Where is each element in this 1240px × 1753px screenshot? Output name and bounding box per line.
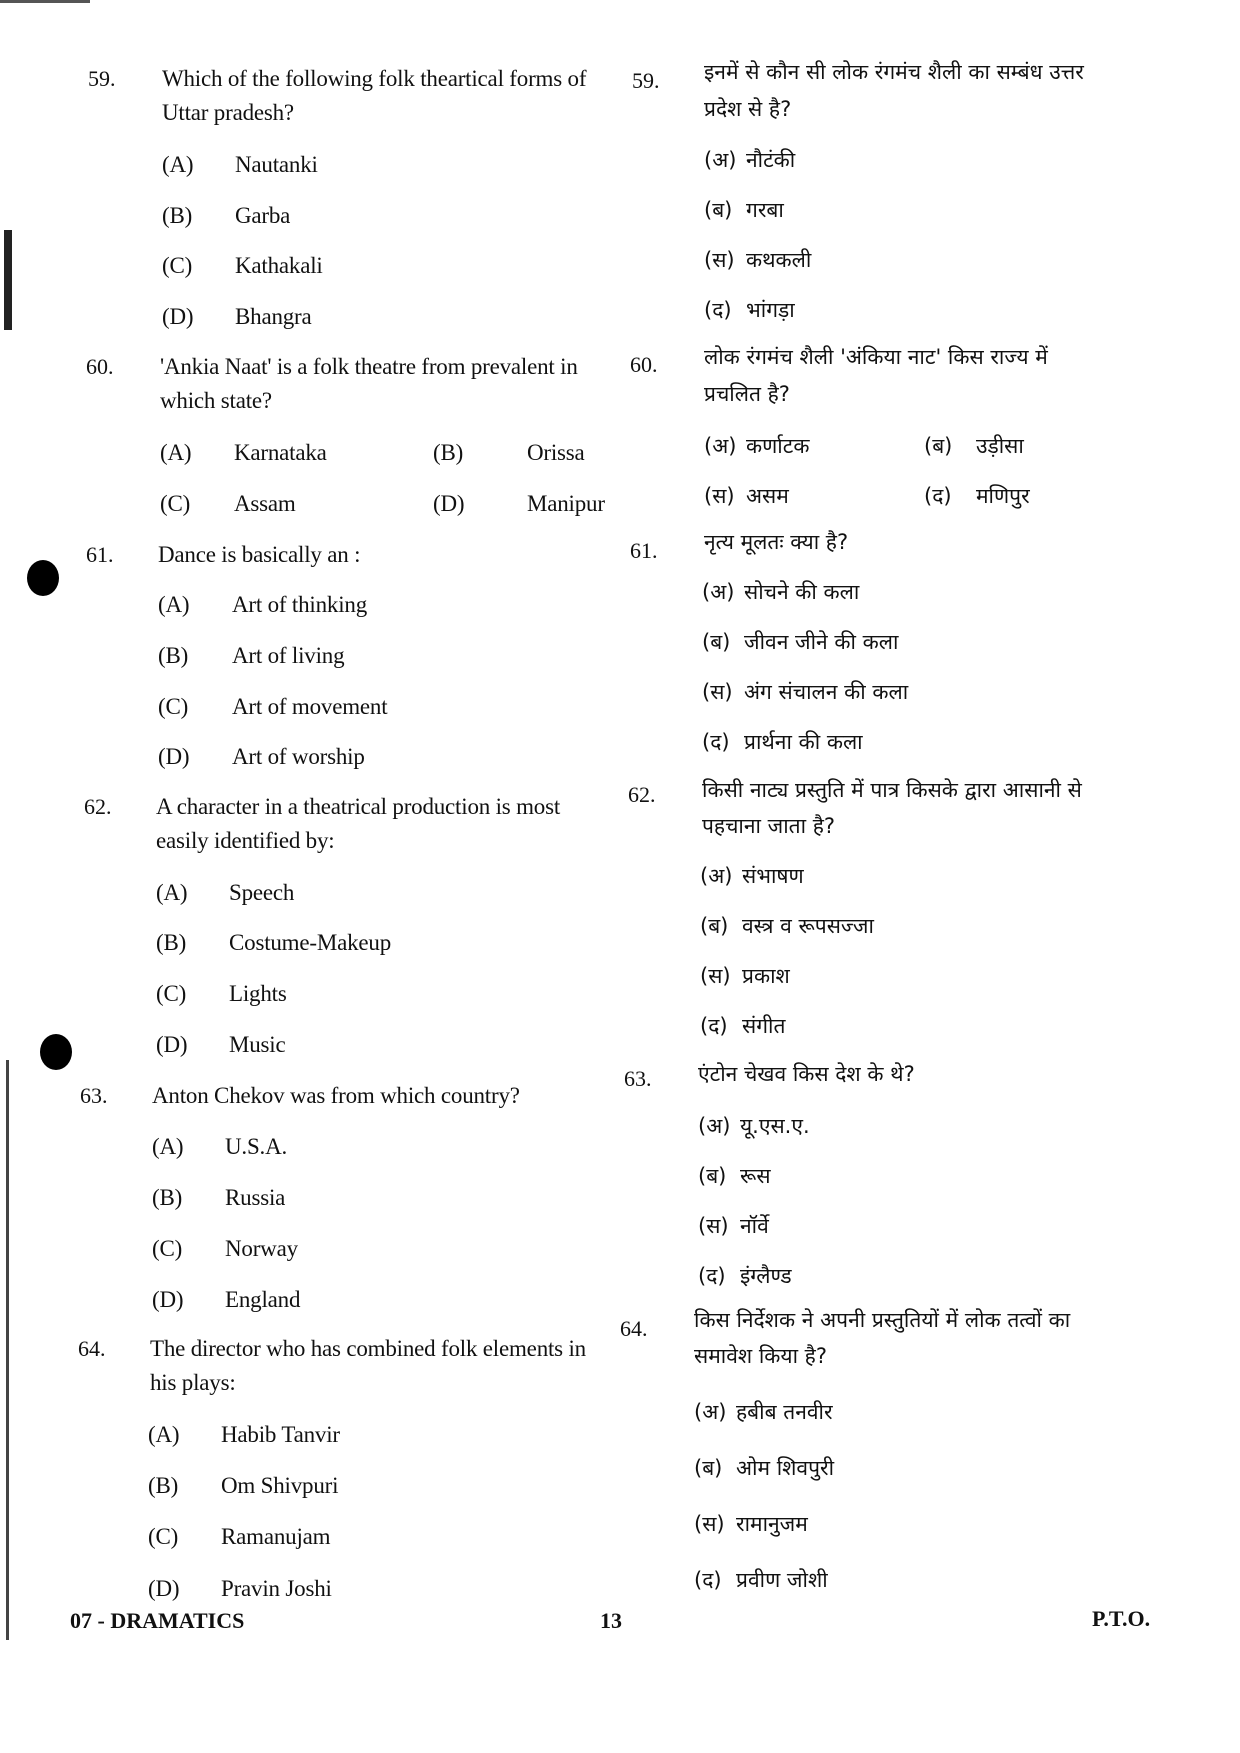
option-text: Russia <box>225 1185 286 1210</box>
punch-hole-dot <box>27 560 59 596</box>
option-text: नौटंकी <box>746 148 796 172</box>
option-label: (ब) <box>694 1456 723 1480</box>
question-text: समावेश किया है? <box>694 1344 827 1368</box>
option-label: (B) <box>152 1185 183 1210</box>
option-text: Kathakali <box>235 253 323 278</box>
option-text: England <box>225 1287 301 1312</box>
option-label: (C) <box>156 981 187 1006</box>
option-label: (D) <box>162 304 194 329</box>
option-text: अंग संचालन की कला <box>744 680 909 704</box>
question-text: एंटोन चेखव किस देश के थे? <box>698 1062 915 1086</box>
page-number: 13 <box>600 1608 622 1633</box>
option-label: (B) <box>148 1473 179 1498</box>
option-text: Norway <box>225 1236 298 1261</box>
option-label: (C) <box>152 1236 183 1261</box>
option-label: (B) <box>162 203 193 228</box>
option-text: प्रकाश <box>742 964 790 988</box>
option-label: (द) <box>704 298 732 322</box>
option-label: (स) <box>698 1214 729 1238</box>
option-text: संभाषण <box>742 864 804 888</box>
question-number: 61. <box>630 538 658 563</box>
option-text: Karnataka <box>234 440 327 465</box>
question-text: किस निर्देशक ने अपनी प्रस्तुतियों में लोक तत्वों का <box>694 1308 1071 1332</box>
option-label: (D) <box>156 1032 188 1057</box>
question-text: which state? <box>160 388 272 413</box>
question-text: प्रचलित है? <box>704 382 790 406</box>
option-text: मणिपुर <box>976 484 1030 508</box>
option-text: Art of thinking <box>232 592 367 617</box>
option-label: (स) <box>700 964 731 988</box>
question-text: his plays: <box>150 1370 236 1395</box>
option-label: (ब) <box>698 1164 727 1188</box>
question-number: 61. <box>86 542 114 567</box>
question-text: 'Ankia Naat' is a folk theatre from prevalent in <box>160 354 578 379</box>
option-label: (B) <box>433 440 464 465</box>
option-label: (D) <box>158 744 190 769</box>
option-label: (B) <box>158 643 189 668</box>
option-text: Art of movement <box>232 694 388 719</box>
option-text: Assam <box>234 491 296 516</box>
option-text: उड़ीसा <box>976 434 1024 458</box>
option-label: (ब) <box>924 434 953 458</box>
option-text: Speech <box>229 880 295 905</box>
option-label: (स) <box>704 484 735 508</box>
question-number: 62. <box>84 794 112 819</box>
option-text: रूस <box>740 1164 771 1188</box>
option-label: (द) <box>700 1014 728 1038</box>
question-number: 59. <box>88 66 116 91</box>
question-number: 63. <box>80 1083 108 1108</box>
option-label: (A) <box>152 1134 184 1159</box>
question-number: 62. <box>628 782 656 807</box>
option-label: (स) <box>694 1512 725 1536</box>
option-label: (अ) <box>700 864 733 888</box>
option-text: ओम शिवपुरी <box>736 1456 835 1480</box>
option-text: सोचने की कला <box>744 580 860 604</box>
question-text: A character in a theatrical production is most <box>156 794 561 819</box>
option-text: U.S.A. <box>225 1134 288 1159</box>
option-label: (अ) <box>694 1400 727 1424</box>
option-text: नॉर्वे <box>740 1214 769 1238</box>
option-label: (द) <box>702 730 730 754</box>
punch-hole-dot <box>40 1034 72 1070</box>
option-text: संगीत <box>742 1014 786 1038</box>
option-text: प्रवीण जोशी <box>736 1568 828 1592</box>
option-label: (D) <box>152 1287 184 1312</box>
option-text: प्रार्थना की कला <box>744 730 863 754</box>
question-text: Uttar pradesh? <box>162 100 294 125</box>
option-text: इंग्लैण्ड <box>740 1264 792 1288</box>
option-label: (A) <box>158 592 190 617</box>
option-label: (ब) <box>700 914 729 938</box>
option-text: वस्त्र व रूपसज्जा <box>742 914 874 938</box>
question-text: The director who has combined folk elements in <box>150 1336 586 1361</box>
subject-code: 07 - DRAMATICS <box>70 1608 245 1633</box>
question-text: प्रदेश से है? <box>704 97 792 121</box>
option-text: Pravin Joshi <box>221 1576 332 1601</box>
option-label: (C) <box>162 253 193 278</box>
question-number: 64. <box>620 1316 648 1341</box>
question-text: Dance is basically an : <box>158 542 361 567</box>
option-label: (ब) <box>704 198 733 222</box>
option-label: (द) <box>698 1264 726 1288</box>
option-text: Bhangra <box>235 304 312 329</box>
scan-top-mark <box>0 0 90 3</box>
question-text: Which of the following folk theartical forms of <box>162 66 587 91</box>
question-text: किसी नाट्य प्रस्तुति में पात्र किसके द्वारा आसानी से <box>702 778 1082 802</box>
option-text: भांगड़ा <box>746 298 795 322</box>
pto-label: P.T.O. <box>1092 1606 1151 1631</box>
option-label: (अ) <box>704 434 737 458</box>
option-text: Art of living <box>232 643 345 668</box>
option-label: (अ) <box>702 580 735 604</box>
option-label: (अ) <box>698 1114 731 1138</box>
option-label: (A) <box>162 152 194 177</box>
question-text: easily identified by: <box>156 828 335 853</box>
option-text: Nautanki <box>235 152 318 177</box>
question-text: लोक रंगमंच शैली 'अंकिया नाट' किस राज्य में <box>704 345 1048 369</box>
option-label: (C) <box>160 491 191 516</box>
option-text: Art of worship <box>232 744 365 769</box>
option-label: (C) <box>158 694 189 719</box>
question-text: Anton Chekov was from which country? <box>152 1083 520 1108</box>
option-text: कर्णाटक <box>746 434 810 458</box>
option-label: (स) <box>702 680 733 704</box>
option-label: (B) <box>156 930 187 955</box>
option-text: Habib Tanvir <box>221 1422 340 1447</box>
option-text: Costume-Makeup <box>229 930 392 955</box>
option-text: Om Shivpuri <box>221 1473 339 1498</box>
option-text: रामानुजम <box>736 1512 808 1536</box>
option-label: (द) <box>924 484 952 508</box>
question-number: 63. <box>624 1066 652 1091</box>
option-label: (स) <box>704 248 735 272</box>
question-number: 60. <box>86 354 114 379</box>
question-number: 64. <box>78 1336 106 1361</box>
option-label: (A) <box>160 440 192 465</box>
option-text: असम <box>746 484 789 508</box>
option-label: (A) <box>156 880 188 905</box>
option-label: (द) <box>694 1568 722 1592</box>
option-text: यू.एस.ए. <box>740 1114 810 1138</box>
option-text: Manipur <box>527 491 605 516</box>
scan-edge-mark <box>4 230 12 330</box>
option-text: Music <box>229 1032 286 1057</box>
option-label: (अ) <box>704 148 737 172</box>
option-text: कथकली <box>746 248 812 272</box>
option-text: हबीब तनवीर <box>736 1400 833 1424</box>
option-text: Garba <box>235 203 291 228</box>
option-text: गरबा <box>746 198 784 222</box>
option-label: (D) <box>148 1576 180 1601</box>
scan-edge-line <box>6 1060 9 1640</box>
question-number: 60. <box>630 352 658 377</box>
question-text: नृत्य मूलतः क्या है? <box>704 530 849 554</box>
option-text: Ramanujam <box>221 1524 331 1549</box>
question-text: इनमें से कौन सी लोक रंगमंच शैली का सम्बंध उत्तर <box>704 60 1084 84</box>
option-text: Orissa <box>527 440 585 465</box>
option-label: (A) <box>148 1422 180 1447</box>
option-label: (D) <box>433 491 465 516</box>
question-number: 59. <box>632 68 660 93</box>
option-label: (C) <box>148 1524 179 1549</box>
option-text: Lights <box>229 981 287 1006</box>
question-text: पहचाना जाता है? <box>702 814 836 838</box>
option-label: (ब) <box>702 630 731 654</box>
option-text: जीवन जीने की कला <box>744 630 899 654</box>
